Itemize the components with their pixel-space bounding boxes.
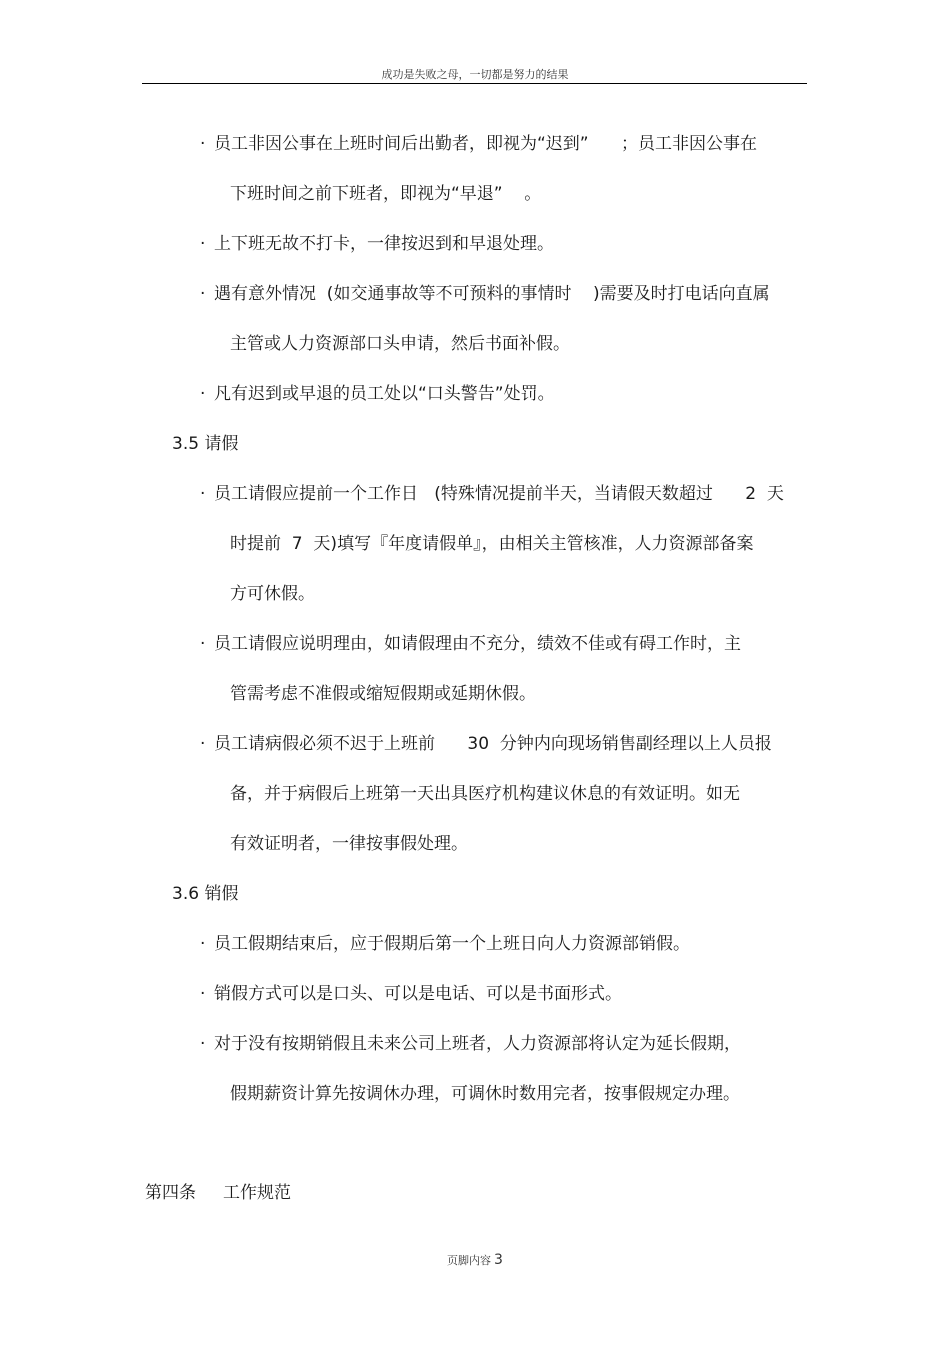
- bullet-item-continuation: 方可休假。: [230, 584, 315, 604]
- bullet-marker: ·: [200, 384, 206, 404]
- section-heading: 3.5 请假: [172, 434, 239, 454]
- bullet-item: 销假方式可以是口头、可以是电话、可以是书面形式。: [214, 984, 622, 1004]
- bullet-item-continuation: 有效证明者，一律按事假处理。: [230, 834, 468, 854]
- bullet-marker: ·: [200, 1034, 206, 1054]
- bullet-marker: ·: [200, 284, 206, 304]
- bullet-marker: ·: [200, 934, 206, 954]
- bullet-item: 员工请假应提前一个工作日 (特殊情况提前半天，当请假天数超过 2 天: [214, 484, 784, 504]
- bullet-marker: ·: [200, 634, 206, 654]
- bullet-item: 员工请病假必须不迟于上班前 30 分钟内向现场销售副经理以上人员报: [214, 734, 772, 754]
- bullet-marker: ·: [200, 734, 206, 754]
- bullet-marker: ·: [200, 484, 206, 504]
- article-heading: 第四条 工作规范: [145, 1183, 292, 1203]
- bullet-marker: ·: [200, 984, 206, 1004]
- bullet-item: 员工请假应说明理由，如请假理由不充分，绩效不佳或有碍工作时，主: [214, 634, 741, 654]
- bullet-item-continuation: 时提前 7 天)填写『年度请假单』，由相关主管核准，人力资源部备案: [230, 534, 754, 554]
- bullet-item: 对于没有按期销假且未来公司上班者，人力资源部将认定为延长假期，: [214, 1034, 741, 1054]
- bullet-item-continuation: 下班时间之前下班者，即视为“早退” 。: [230, 184, 542, 204]
- section-heading: 3.6 销假: [172, 884, 239, 904]
- bullet-marker: ·: [200, 234, 206, 254]
- footer-label: 页脚内容: [447, 1254, 492, 1267]
- bullet-item-continuation: 备，并于病假后上班第一天出具医疗机构建议休息的有效证明。如无: [230, 784, 740, 804]
- bullet-item-continuation: 管需考虑不准假或缩短假期或延期休假。: [230, 684, 536, 704]
- page-footer: [0, 1252, 950, 1268]
- bullet-item: 凡有迟到或早退的员工处以“口头警告”处罚。: [214, 384, 555, 404]
- bullet-item: 上下班无故不打卡，一律按迟到和早退处理。: [214, 234, 554, 254]
- page-number: 3: [494, 1252, 503, 1268]
- bullet-marker: ·: [200, 134, 206, 154]
- bullet-item: 遇有意外情况 (如交通事故等不可预料的事情时 )需要及时打电话向直属: [214, 284, 770, 304]
- page-header: 成功是失败之母，一切都是努力的结果: [381, 68, 569, 81]
- bullet-item-continuation: 主管或人力资源部口头申请，然后书面补假。: [230, 334, 570, 354]
- bullet-item-continuation: 假期薪资计算先按调休办理，可调休时数用完者，按事假规定办理。: [230, 1084, 740, 1104]
- header-divider: [142, 83, 807, 84]
- bullet-item: 员工假期结束后，应于假期后第一个上班日向人力资源部销假。: [214, 934, 690, 954]
- bullet-item: 员工非因公事在上班时间后出勤者，即视为“迟到” ；员工非因公事在: [214, 134, 758, 154]
